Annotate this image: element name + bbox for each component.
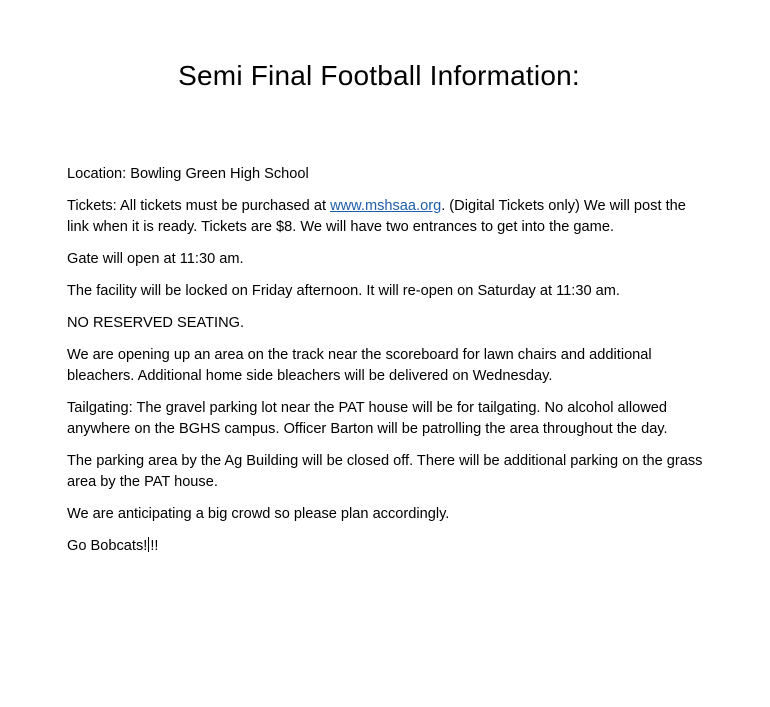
document-body xyxy=(67,164,707,568)
closing-text-end: !! xyxy=(150,538,159,554)
tickets-text-start: Tickets: All tickets must be purchased at xyxy=(67,198,331,214)
tickets-paragraph xyxy=(67,196,707,238)
mshsaa-link[interactable]: www.mshsaa.org xyxy=(330,198,442,214)
facility-paragraph: The facility will be locked on Friday afternoon. It will re-open on Saturday at 11:30 am. xyxy=(67,283,620,299)
location-paragraph: Location: Bowling Green High School xyxy=(67,166,309,182)
tailgating-paragraph: Tailgating: The gravel parking lot near the PAT house will be for tailgating. No alcohol allowed anywhere on the BGHS campus. Officer Barton will be patrolling the area throughout the day. xyxy=(67,400,668,437)
crowd-paragraph: We are anticipating a big crowd so please plan accordingly. xyxy=(67,506,450,522)
gate-paragraph: Gate will open at 11:30 am. xyxy=(67,251,244,267)
closing-paragraph xyxy=(67,536,707,557)
parking-paragraph: The parking area by the Ag Building will be closed off. There will be additional parking on the grass area by the PAT house. xyxy=(67,453,703,490)
page-title: Semi Final Football Information: xyxy=(178,60,580,91)
closing-text-start: Go Bobcats! xyxy=(67,538,148,554)
track-paragraph: We are opening up an area on the track near the scoreboard for lawn chairs and additional bleachers. Additional home side bleachers will be delivered on Wednesday. xyxy=(67,347,652,384)
seating-paragraph: NO RESERVED SEATING. xyxy=(67,315,245,331)
tickets-text-end: . (Digital Tickets only) We will post the link when it is ready. Tickets are $8. We will have two entrances to get into the game. xyxy=(67,198,686,235)
